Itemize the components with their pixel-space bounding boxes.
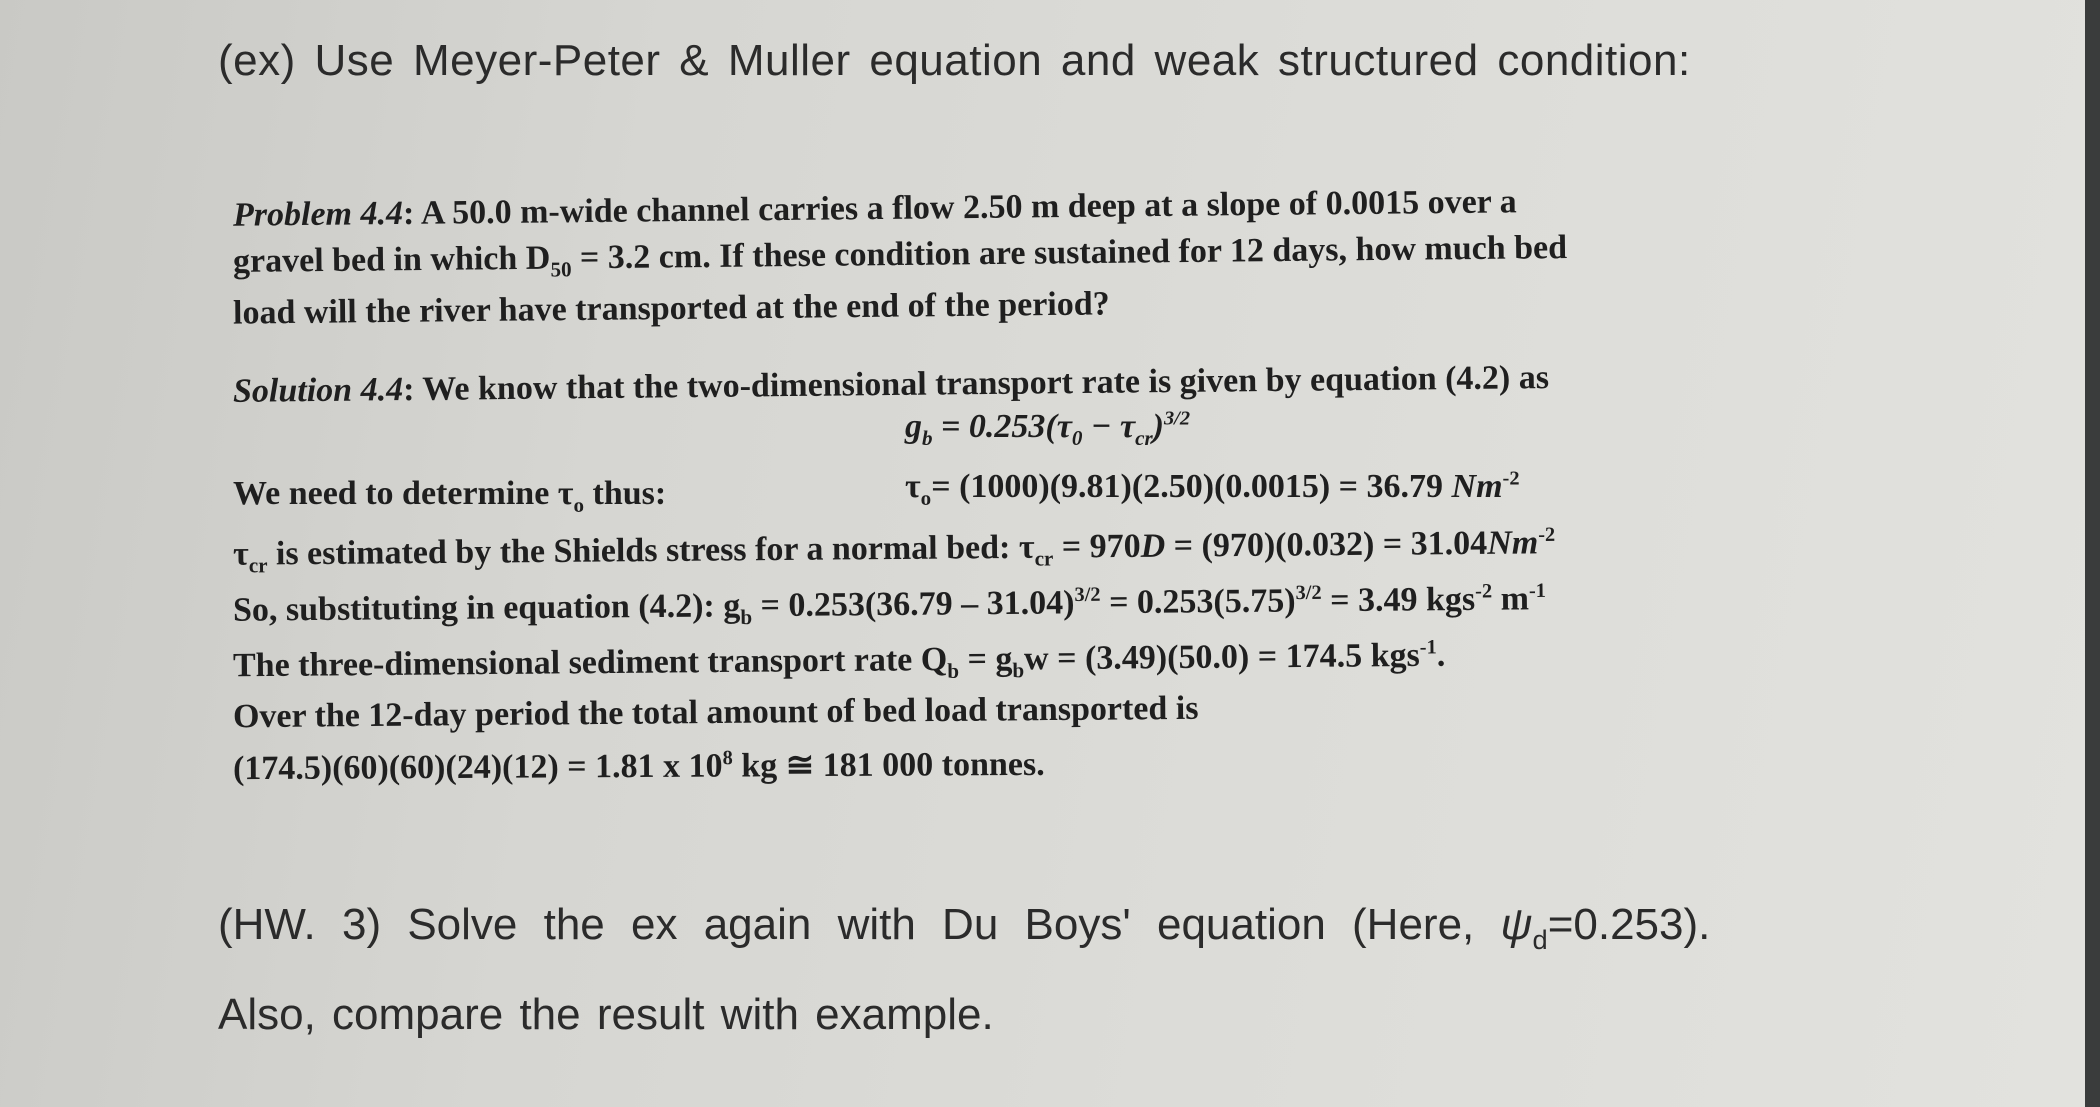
bedload-equation: $g_b = 0.253(\tau_0 - \tau_{cr})^{3/2}$ — [905, 407, 1191, 450]
problem-label: Problem 4.4 — [232, 194, 404, 234]
substitution-line: So, substituting in equation (4.2): $g_b = 0.253(36.79 - 31.04)^{3/2} = 0.253(5.75)^{3/2} = 3.49$ kgs$^{-2}$ $m^{-1}$ — [232, 579, 1547, 630]
example-heading: (ex) Use Meyer-Peter & Muller equation and weak structured condition: — [218, 36, 1691, 85]
solution-label: Solution 4.4 — [232, 371, 404, 410]
tau-critical-line: $\tau_{cr}$ is estimated by the Shields stress for a normal bed: $\tau_{cr} = 970D = (970)(0.032) = 31.04Nm^{-2}$ — [232, 523, 1556, 578]
three-dimensional-line: The three-dimensional sediment transport rate $Q_b = g_bw = (3.49)(50.0) = 174.5$ kgs$^{-1}$. — [232, 636, 1446, 685]
over-period-line: Over the 12-day period the total amount of bed load transported is — [232, 689, 1199, 736]
problem-line-1: Problem 4.4: A 50.0 m-wide channel carries a flow 2.50 m deep at a slope of 0.0015 over a — [232, 183, 1517, 234]
homework-line-2: Also, compare the result with example. — [218, 990, 994, 1039]
page-edge-shadow — [2085, 0, 2100, 1107]
tau-equation: $\tau_o= (1000)(9.81)(2.50)(0.0015) = 36.79$ $Nm^{-2}$ — [905, 467, 1520, 510]
problem-line-3: load will the river have transported at the end of the period? — [232, 285, 1110, 332]
homework-line-1: (HW. 3) Solve the ex again with Du Boys' equation (Here, $\psi_d=0.253$). — [218, 900, 1711, 955]
final-result-line: (174.5)(60)(60)(24)(12) = 1.81 x $10^8$ kg ≅ 181 000 tonnes. — [232, 745, 1045, 788]
tau-label: We need to determine $\tau_o$ thus: — [233, 475, 667, 517]
problem-line-2: gravel bed in which $D_{50} = 3.2$ cm. If these condition are sustained for 12 days, how much bed — [232, 229, 1568, 282]
solution-intro: Solution 4.4: We know that the two-dimensional transport rate is given by equation (4.2) as — [232, 359, 1550, 410]
